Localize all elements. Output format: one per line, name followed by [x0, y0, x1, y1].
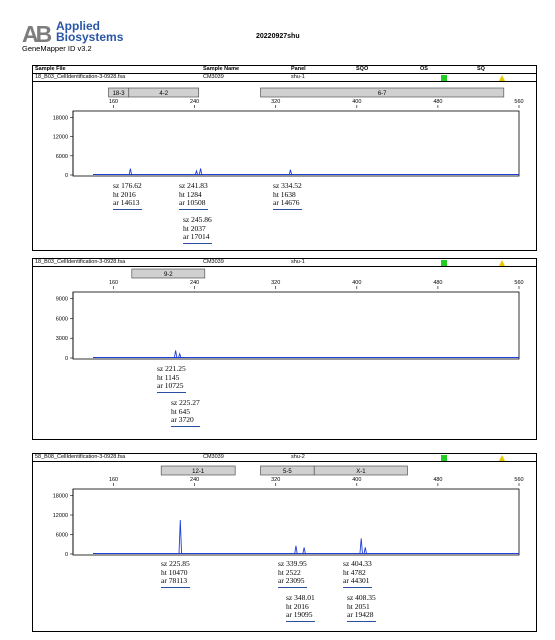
peak-area: ar 14676	[273, 199, 302, 210]
allele-bin-label: 9-2	[163, 271, 173, 278]
y-tick-label: 6000	[55, 153, 68, 160]
y-tick-label: 18000	[52, 115, 68, 122]
y-tick-label: 0	[64, 173, 68, 179]
sample-file: 58_B08_CellIdentification-3-0928.fsa	[35, 454, 126, 460]
peak-size: sz 404.33	[343, 559, 372, 568]
peak-label	[286, 594, 315, 622]
x-tick-label: 400	[352, 477, 362, 483]
peak-label	[113, 182, 142, 210]
peak-label	[343, 560, 372, 588]
allele-bin-label: 18-3	[112, 90, 125, 97]
col-sqo: SQO	[356, 66, 369, 72]
peak-area: ar 19428	[347, 611, 376, 622]
y-tick-label: 0	[64, 356, 68, 362]
peak-height: ht 2016	[113, 189, 136, 199]
x-tick-label: 320	[271, 99, 281, 105]
sample-file: 18_B03_CellIdentification-3-0928.fsa	[35, 259, 126, 265]
peak-area: ar 3720	[171, 416, 200, 427]
peak-height: ht 2051	[347, 601, 370, 611]
peak-size: sz 176.62	[113, 181, 142, 190]
peak-height: ht 1638	[273, 189, 296, 199]
y-tick-label: 9000	[55, 296, 68, 303]
y-tick-label: 3000	[55, 336, 68, 343]
allele-bin-label: 5-5	[283, 468, 292, 475]
x-tick-label: 560	[514, 280, 524, 286]
peak-label	[273, 182, 302, 210]
allele-bin-label: X-1	[356, 468, 366, 475]
col-panel: Panel	[291, 66, 306, 72]
sample-name: CM3039	[203, 74, 224, 80]
peak-area: ar 10508	[179, 199, 208, 210]
peak-height: ht 10470	[161, 567, 188, 577]
peak-label	[347, 594, 376, 622]
trace-peak	[360, 538, 363, 554]
x-tick-label: 160	[108, 477, 119, 483]
col-sq: SQ	[477, 66, 485, 72]
col-os: OS	[420, 66, 428, 72]
x-tick-label: 240	[190, 280, 200, 286]
x-tick-label: 400	[352, 280, 362, 286]
col-sample-file: Sample File	[35, 66, 66, 72]
peak-size: sz 241.83	[179, 181, 208, 190]
peak-size: sz 348.01	[286, 593, 315, 602]
panel-name: shu-2	[291, 454, 305, 460]
x-tick-label: 160	[108, 99, 119, 105]
brand-line-2: Biosystems	[56, 30, 124, 44]
peak-label	[183, 216, 212, 244]
y-tick-label: 6000	[55, 532, 68, 539]
peak-label	[157, 365, 186, 393]
plot-area	[33, 259, 536, 439]
plot-frame	[73, 111, 519, 176]
plot-frame	[73, 292, 519, 359]
trace-peak	[174, 350, 177, 358]
x-tick-label: 560	[514, 99, 524, 105]
peak-label	[171, 399, 200, 427]
sample-name: CM3039	[203, 259, 224, 265]
trace-peak	[295, 546, 298, 554]
run-name: 20220927shu	[256, 33, 300, 40]
x-tick-label: 480	[433, 280, 443, 286]
brand-line-1: Applied	[56, 19, 100, 33]
peak-label	[161, 560, 190, 588]
peak-size: sz 339.95	[278, 559, 307, 568]
peak-height: ht 2522	[278, 567, 301, 577]
peak-size: sz 245.86	[183, 215, 212, 224]
y-tick-label: 12000	[52, 134, 68, 141]
peak-area: ar 17014	[183, 233, 212, 244]
electropherogram-panel-1	[32, 65, 537, 251]
peak-size: sz 334.52	[273, 181, 302, 190]
software-id: GeneMapper ID v3.2	[22, 44, 92, 53]
peak-height: ht 2016	[286, 601, 309, 611]
col-sample-name: Sample Name	[203, 66, 240, 72]
x-tick-label: 480	[433, 477, 443, 483]
peak-area: ar 23095	[278, 577, 307, 588]
sample-name: CM3039	[203, 454, 224, 460]
applied-biosystems-logo-icon: AB	[22, 21, 50, 47]
y-tick-label: 0	[64, 552, 68, 558]
x-tick-label: 240	[190, 477, 200, 483]
peak-label	[278, 560, 307, 588]
electropherogram-panel-3	[32, 453, 537, 632]
plot-area	[33, 454, 536, 631]
sample-file: 18_B03_CellIdentification-3-0928.fsa	[35, 74, 126, 80]
peak-height: ht 4782	[343, 567, 366, 577]
peak-area: ar 10725	[157, 382, 186, 393]
peak-area: ar 19095	[286, 611, 315, 622]
x-tick-label: 320	[271, 477, 281, 483]
electropherogram-panel-2	[32, 258, 537, 440]
y-tick-label: 6000	[55, 316, 68, 323]
brand-name	[56, 21, 123, 43]
peak-size: sz 225.85	[161, 559, 190, 568]
peak-size: sz 221.25	[157, 364, 186, 373]
x-tick-label: 160	[108, 280, 119, 286]
y-tick-label: 12000	[52, 513, 68, 519]
peak-height: ht 1284	[179, 189, 202, 199]
plot-frame	[73, 489, 519, 555]
peak-area: ar 78113	[161, 577, 190, 588]
peak-height: ht 645	[171, 406, 190, 416]
y-tick-label: 18000	[52, 493, 68, 500]
allele-bin-label: 4-2	[159, 90, 169, 97]
x-tick-label: 240	[190, 99, 200, 105]
panel-name: shu-1	[291, 259, 305, 265]
peak-height: ht 1145	[157, 372, 180, 382]
panel-name: shu-1	[291, 74, 305, 80]
x-tick-label: 400	[352, 99, 362, 105]
peak-area: ar 14613	[113, 199, 142, 210]
peak-size: sz 408.35	[347, 593, 376, 602]
x-tick-label: 480	[433, 99, 443, 105]
allele-bin-label: 6-7	[377, 90, 387, 97]
trace-peak	[179, 520, 182, 554]
peak-size: sz 225.27	[171, 398, 200, 407]
allele-bin-label: 12-1	[192, 468, 205, 475]
peak-area: ar 44301	[343, 577, 372, 588]
x-tick-label: 560	[514, 477, 524, 483]
x-tick-label: 320	[271, 280, 281, 286]
peak-height: ht 2037	[183, 223, 206, 233]
peak-label	[179, 182, 208, 210]
plot-area	[33, 66, 536, 250]
